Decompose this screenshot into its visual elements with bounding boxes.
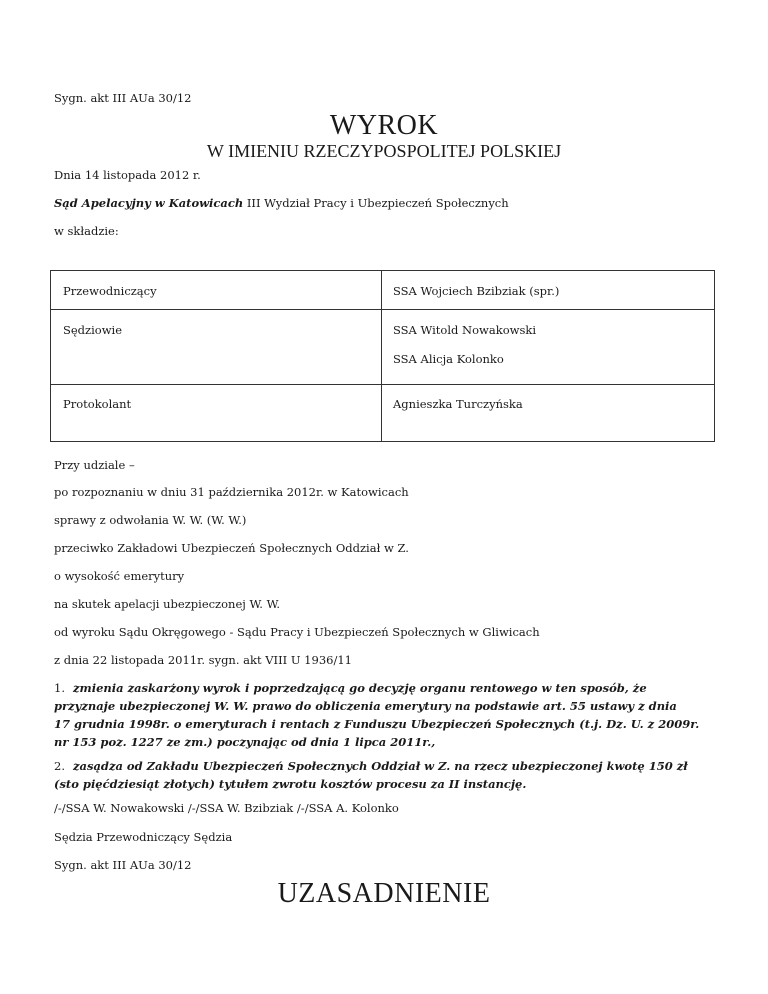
against-line: przeciwko Zakładowi Ubezpieczeń Społecznych Oddział w Z. <box>54 541 409 555</box>
justification-title: UZASADNIENIE <box>277 878 491 909</box>
presiding-judge: SSA Wojciech Bzibziak (spr.) <box>393 284 560 298</box>
signatures-line: /-/SSA W. Nowakowski /-/SSA W. Bzibziak /-/SSA A. Kolonko <box>54 801 399 815</box>
ruling-text-line: (sto pięćdziesiąt złotych) tytułem zwrotu kosztów procesu za II instancję. <box>54 777 527 791</box>
court-division: III Wydział Pracy i Ubezpieczeń Społecznych <box>243 196 509 210</box>
bench-table-column-divider <box>381 271 382 441</box>
case-number-repeat: Sygn. akt III AUa 30/12 <box>54 858 192 872</box>
ruling-text-line: nr 153 poz. 1227 ze zm.) poczynając od dnia 1 lipca 2011r., <box>54 735 436 749</box>
judge-name: SSA Witold Nowakowski <box>393 323 537 337</box>
judges-label: Sędziowie <box>63 323 123 337</box>
ruling-text-line: zmienia zaskarżony wyrok i poprzedzającą go decyzję organu rentowego w ten sposób, że <box>73 681 647 695</box>
bench-table-row-divider <box>51 384 714 385</box>
case-number: Sygn. akt III AUa 30/12 <box>54 91 192 105</box>
clerk-label: Protokolant <box>63 397 132 411</box>
lower-judgment-date-line: z dnia 22 listopada 2011r. sygn. akt VIII U 1936/11 <box>54 653 352 667</box>
ruling-text-line: 17 grudnia 1998r. o emeryturach i rentach z Funduszu Ubezpieczeń Społecznych (t.j. Dz. U. z 2009r. <box>54 717 700 731</box>
clerk-name: Agnieszka Turczyńska <box>393 397 523 411</box>
participation-line: Przy udziale – <box>54 458 135 472</box>
document-title: WYROK <box>329 110 439 141</box>
signature-roles-line: Sędzia Przewodniczący Sędzia <box>54 830 233 844</box>
hearing-line: po rozpoznaniu w dniu 31 października 2012r. w Katowicach <box>54 485 409 499</box>
bench-table-row-divider <box>51 309 714 310</box>
lower-court-line: od wyroku Sądu Okręgowego - Sądu Pracy i Ubezpieczeń Społecznych w Gliwicach <box>54 625 540 639</box>
ruling-text-line: przyznaje ubezpieczonej W. W. prawo do obliczenia emerytury na podstawie art. 55 ustawy z dnia <box>54 699 677 713</box>
ruling-point-1 <box>54 679 714 751</box>
subject-line: o wysokość emerytury <box>54 569 185 583</box>
presiding-label: Przewodniczący <box>63 284 157 298</box>
appeal-by-line: na skutek apelacji ubezpieczonej W. W. <box>54 597 281 611</box>
composition-label: w składzie: <box>54 224 119 238</box>
judgment-date: Dnia 14 listopada 2012 r. <box>54 168 201 182</box>
bench-table <box>50 270 715 442</box>
ruling-point-number: 2. <box>54 759 65 773</box>
document-subtitle: W IMIENIU RZECZYPOSPOLITEJ POLSKIEJ <box>206 141 562 161</box>
judge-name: SSA Alicja Kolonko <box>393 352 504 366</box>
court-name: Sąd Apelacyjny w Katowicach <box>54 196 244 210</box>
appeal-from-line: sprawy z odwołania W. W. (W. W.) <box>54 513 247 527</box>
court-line <box>54 196 509 210</box>
ruling-point-2 <box>54 757 714 793</box>
ruling-text-line: zasądza od Zakładu Ubezpieczeń Społecznych Oddział w Z. na rzecz ubezpieczonej kwotę 150 zł <box>73 759 688 773</box>
ruling-point-number: 1. <box>54 681 65 695</box>
